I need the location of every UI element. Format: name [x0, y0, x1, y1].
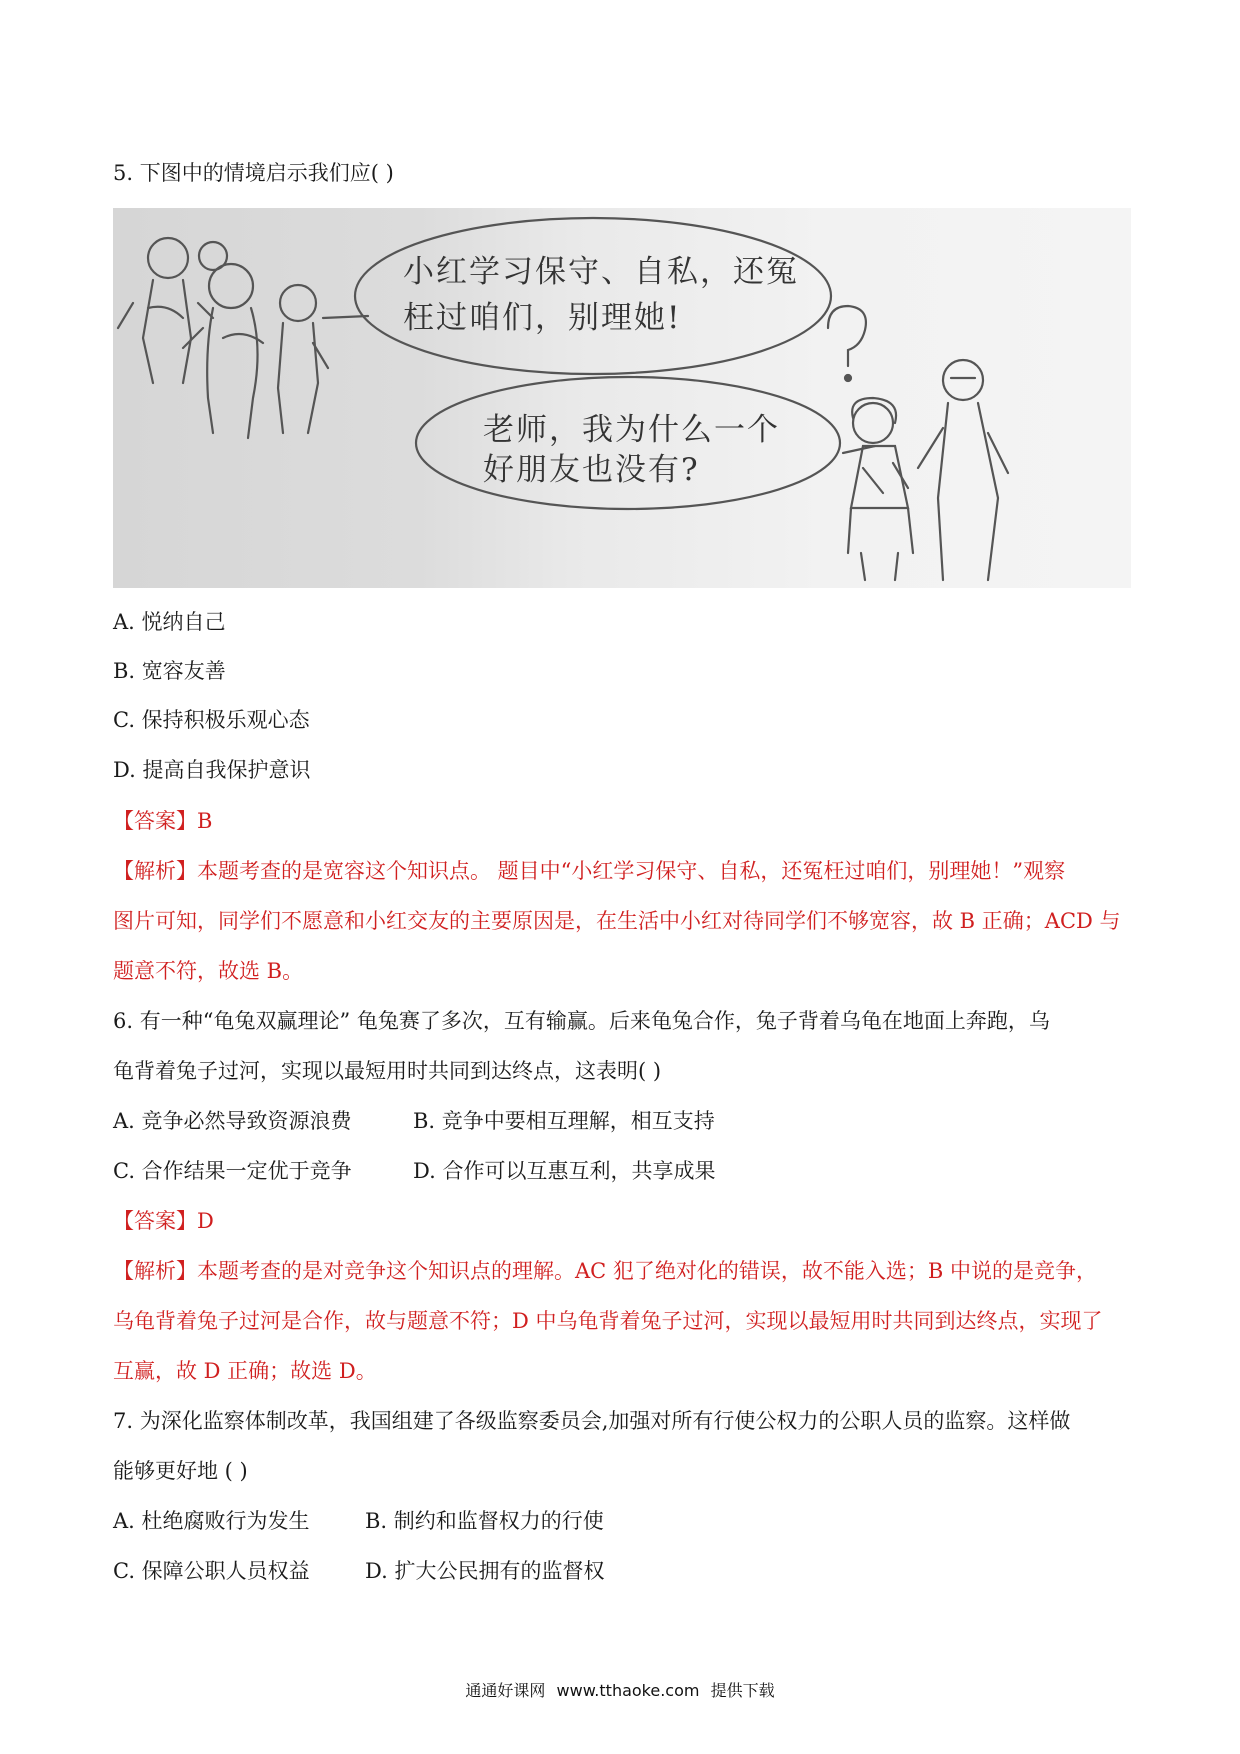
q5-analysis-line-3: 题意不符，故选 B。 — [113, 959, 304, 983]
q5-analysis-line-2: 图片可知，同学们不愿意和小红交友的主要原因是，在生活中小红对待同学们不够宽容，故 B 正确；ACD 与 — [113, 909, 1121, 933]
q6-option-c: C. 合作结果一定优于竞争 — [113, 1159, 352, 1183]
q6-option-a: A. 竞争必然导致资源浪费 — [113, 1109, 352, 1133]
q6-options-row-2 — [113, 1156, 715, 1186]
footer-url: www.tthaoke.com — [556, 1681, 700, 1700]
q6-option-b: B. 竞争中要相互理解，相互支持 — [413, 1109, 715, 1133]
q5-option-c: C. 保持积极乐观心态 — [113, 708, 310, 732]
q6-stem-line-1: 6. 有一种“龟兔双赢理论” 龟兔赛了多次，互有输赢。后来龟兔合作，兔子背着乌龟在地面上奔跑，乌 — [113, 1009, 1050, 1033]
q6-analysis-line-2: 乌龟背着兔子过河是合作，故与题意不符；D 中乌龟背着兔子过河，实现以最短用时共同到达终点，实现了 — [113, 1309, 1103, 1333]
q5-cartoon-figure — [113, 208, 1131, 588]
q5-option-a: A. 悦纳自己 — [113, 610, 226, 634]
q7-options-row-2 — [113, 1556, 604, 1586]
q5-analysis-line-1: 【解析】本题考查的是宽容这个知识点。 题目中“小红学习保守、自私，还冤枉过咱们，别理她！”观察 — [113, 859, 1066, 883]
q6-option-d: D. 合作可以互惠互利，共享成果 — [413, 1159, 716, 1183]
footer-download-text: 提供下载 — [710, 1681, 775, 1700]
q5-option-d: D. 提高自我保护意识 — [113, 758, 311, 782]
q6-answer: 【答案】D — [113, 1209, 214, 1233]
q5-answer: 【答案】B — [113, 809, 213, 833]
q7-option-b: B. 制约和监督权力的行使 — [365, 1509, 604, 1533]
bottom-bubble-line-1: 老师，我为什么一个 — [483, 412, 780, 448]
q6-analysis-line-1: 【解析】本题考查的是对竞争这个知识点的理解。AC 犯了绝对化的错误，故不能入选；B 中说的是竞争， — [113, 1259, 1098, 1283]
q5-stem: 5. 下图中的情境启示我们应( ) — [113, 161, 394, 185]
q7-option-d: D. 扩大公民拥有的监督权 — [365, 1559, 605, 1583]
top-bubble-line-1: 小红学习保守、自私，还冤 — [403, 254, 799, 290]
q7-option-c: C. 保障公职人员权益 — [113, 1559, 310, 1583]
q7-stem-line-2: 能够更好地 ( ) — [113, 1459, 248, 1483]
q6-analysis-line-3: 互赢，故 D 正确；故选 D。 — [113, 1359, 377, 1383]
top-bubble-line-2: 枉过咱们，别理她! — [403, 300, 682, 336]
q7-options-row-1 — [113, 1506, 604, 1536]
q7-stem-line-1: 7. 为深化监察体制改革，我国组建了各级监察委员会,加强对所有行使公权力的公职人员的监察。这样做 — [113, 1409, 1071, 1433]
page-footer — [0, 1678, 1240, 1701]
footer-site-name: 通通好课网 — [465, 1681, 546, 1700]
q6-options-row-1 — [113, 1106, 715, 1136]
q7-option-a: A. 杜绝腐败行为发生 — [113, 1509, 310, 1533]
bottom-bubble-line-2: 好朋友也没有? — [483, 452, 700, 488]
q5-option-b: B. 宽容友善 — [113, 659, 226, 683]
q6-stem-line-2: 龟背着兔子过河，实现以最短用时共同到达终点，这表明( ) — [113, 1059, 662, 1083]
